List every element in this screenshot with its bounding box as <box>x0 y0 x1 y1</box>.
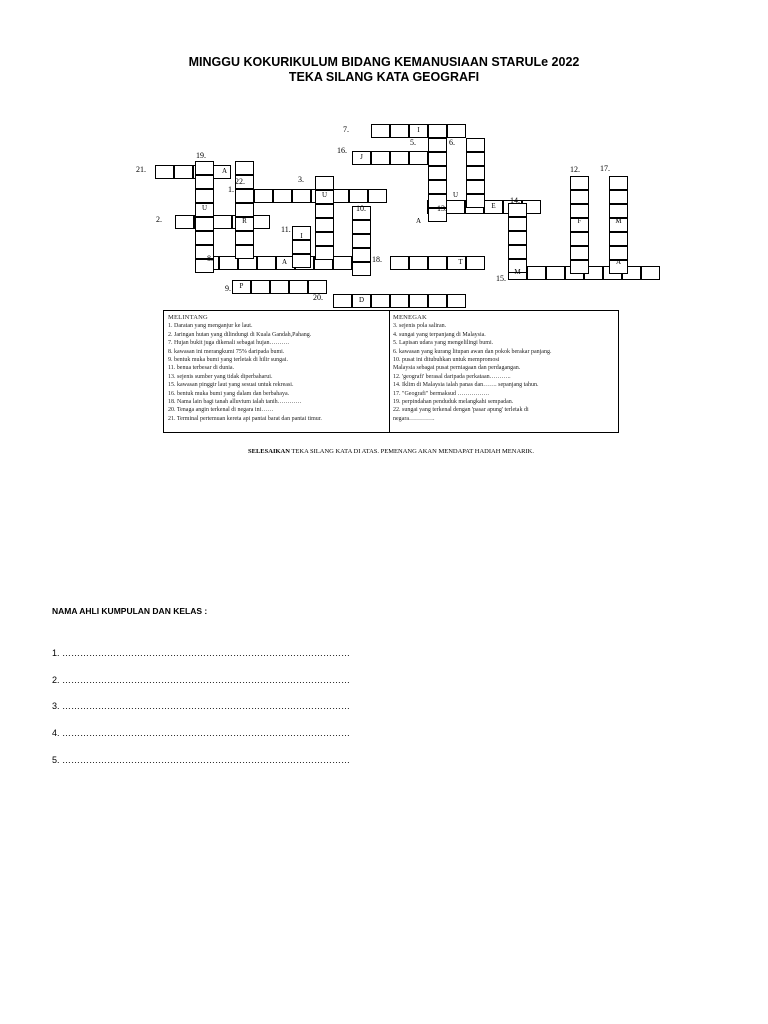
clue-number: 3. <box>298 175 304 184</box>
clue-down: 14. Iklim di Malaysia ialah panas dan……. sepanjang tahun. <box>393 382 539 389</box>
prefilled-letter: P <box>239 282 244 290</box>
crossword-cell[interactable] <box>308 280 327 294</box>
crossword-cell[interactable] <box>315 232 334 246</box>
crossword-cell[interactable] <box>315 176 334 190</box>
crossword-cell[interactable] <box>508 245 527 259</box>
crossword-cell[interactable] <box>315 246 334 260</box>
crossword-cell[interactable] <box>447 294 466 308</box>
prefilled-letter: A <box>281 258 288 266</box>
crossword-cell[interactable] <box>428 166 447 180</box>
clue-across: 8. kawasan ini merangkumi 75% daripada bumi. <box>168 348 285 355</box>
prefilled-letter: F <box>577 217 582 225</box>
prefilled-letter: I <box>417 126 420 134</box>
worksheet-title: MINGGU KOKURIKULUM BIDANG KEMANUSIAAN STARULe 2022 <box>188 55 580 69</box>
clue-across: 18. Nama lain bagi tanah alluvium ialah tanih………… <box>168 399 302 406</box>
prefilled-letter: R <box>242 217 247 225</box>
worksheet-subtitle: TEKA SILANG KATA GEOGRAFI <box>288 70 480 84</box>
prefilled-letter: T <box>458 258 463 266</box>
crossword-cell[interactable] <box>273 189 292 203</box>
member-line-4[interactable]: 4. …………………………………………………………………………………… <box>52 728 351 738</box>
crossword-cell[interactable] <box>155 165 174 179</box>
crossword-cell[interactable] <box>428 256 447 270</box>
crossword-cell[interactable] <box>352 262 371 276</box>
member-line-1[interactable]: 1. …………………………………………………………………………………… <box>52 648 351 658</box>
crossword-cell[interactable] <box>292 254 311 268</box>
clue-number: 9. <box>225 284 231 293</box>
clue-number: 2. <box>156 215 162 224</box>
crossword-cell[interactable] <box>390 124 409 138</box>
clue-number: 21. <box>136 165 146 174</box>
clue-down: 3. sejenis pola saliran. <box>393 323 447 330</box>
clues-box <box>163 310 619 433</box>
prefilled-letter: M <box>514 268 521 276</box>
instruction-note <box>163 448 619 455</box>
clue-number: 19. <box>196 151 206 160</box>
crossword-cell[interactable] <box>570 246 589 260</box>
crossword-cell[interactable] <box>235 245 254 259</box>
crossword-cell[interactable] <box>368 189 387 203</box>
crossword-cell[interactable] <box>466 152 485 166</box>
clue-across: 7. Hujan bukit juga dikenali sebagai hujan………. <box>168 340 289 347</box>
crossword-cell[interactable] <box>349 189 368 203</box>
crossword-cell[interactable] <box>527 266 546 280</box>
crossword-cell[interactable] <box>508 203 527 217</box>
crossword-cell[interactable] <box>235 161 254 175</box>
crossword-cell[interactable] <box>235 189 254 203</box>
prefilled-letter: J <box>360 153 363 161</box>
note-text: TEKA SILANG KATA DI ATAS. PEMENANG AKAN MENDAPAT HADIAH MENARIK. <box>289 448 534 455</box>
melintang-column <box>168 314 388 423</box>
clue-number: 14. <box>510 196 520 205</box>
clues-divider <box>389 311 390 432</box>
crossword-cell[interactable] <box>195 175 214 189</box>
clue-across: 21. Terminal pertemuan kereta api pantai barat dan pantai timur. <box>168 415 322 422</box>
member-line-3[interactable]: 3. …………………………………………………………………………………… <box>52 701 351 711</box>
crossword-cell[interactable] <box>195 189 214 203</box>
crossword-cell[interactable] <box>333 294 352 308</box>
clue-down: 4. sungai yang terpanjang di Malaysia. <box>393 331 486 338</box>
clue-number: 5. <box>410 138 416 147</box>
menegak-heading: MENEGAK <box>393 314 427 321</box>
crossword-cell[interactable] <box>352 234 371 248</box>
prefilled-letter: A <box>415 217 422 225</box>
crossword-cell[interactable] <box>570 176 589 190</box>
clue-number: 7. <box>343 125 349 134</box>
crossword-cell[interactable] <box>428 152 447 166</box>
crossword-cell[interactable] <box>213 215 232 229</box>
crossword-cell[interactable] <box>570 260 589 274</box>
crossword-cell[interactable] <box>352 248 371 262</box>
crossword-grid <box>0 0 768 320</box>
crossword-cell[interactable] <box>508 231 527 245</box>
crossword-cell[interactable] <box>570 190 589 204</box>
prefilled-letter: E <box>491 202 496 210</box>
crossword-cell[interactable] <box>390 294 409 308</box>
crossword-cell[interactable] <box>195 217 214 231</box>
clue-down: 19. perpindahan penduduk melangkahi sempadan. <box>393 399 514 406</box>
clue-down: 12. 'geografi' berasal daripada perkataan……….. <box>393 373 511 380</box>
clue-across: 11. benua terbesar di dunia. <box>168 365 235 372</box>
clue-number: 13. <box>437 204 447 213</box>
crossword-cell[interactable] <box>270 280 289 294</box>
crossword-cell[interactable] <box>641 266 660 280</box>
crossword-cell[interactable] <box>257 256 276 270</box>
melintang-heading: MELINTANG <box>168 314 208 321</box>
prefilled-letter: U <box>201 204 208 212</box>
crossword-cell[interactable] <box>428 294 447 308</box>
crossword-cell[interactable] <box>195 231 214 245</box>
crossword-cell[interactable] <box>251 280 270 294</box>
clue-across: 9. bentuk muka bumi yang terletak di hilir sungai. <box>168 357 288 364</box>
clue-number: 20. <box>313 293 323 302</box>
menegak-column <box>393 314 617 423</box>
prefilled-letter: M <box>615 217 622 225</box>
crossword-cell[interactable] <box>371 151 390 165</box>
crossword-cell[interactable] <box>409 151 428 165</box>
crossword-cell[interactable] <box>466 180 485 194</box>
members-heading: NAMA AHLI KUMPULAN DAN KELAS : <box>52 606 208 616</box>
clue-number: 16. <box>337 146 347 155</box>
clue-number: 22. <box>235 177 245 186</box>
prefilled-letter: I <box>300 232 303 240</box>
crossword-cell[interactable] <box>371 124 390 138</box>
clue-down: negara…………. <box>393 415 435 422</box>
clue-across: 2. Jaringan hutan yang dilindungi di Kuala Gandah,Pahang. <box>168 331 312 338</box>
clue-number: 1. <box>228 185 234 194</box>
crossword-cell[interactable] <box>609 232 628 246</box>
clue-number: 15. <box>496 274 506 283</box>
clue-number: 11. <box>281 225 291 234</box>
crossword-cell[interactable] <box>315 218 334 232</box>
crossword-cell[interactable] <box>174 165 193 179</box>
crossword-cell[interactable] <box>570 232 589 246</box>
crossword-cell[interactable] <box>195 161 214 175</box>
clue-down: 22. sungai yang terkenal dengan 'pasar apung' terletak di <box>393 407 529 414</box>
prefilled-letter: A <box>615 258 622 266</box>
crossword-cell[interactable] <box>352 220 371 234</box>
crossword-cell[interactable] <box>546 266 565 280</box>
crossword-cell[interactable] <box>254 189 273 203</box>
member-line-5[interactable]: 5. …………………………………………………………………………………… <box>52 755 351 765</box>
crossword-cell[interactable] <box>371 294 390 308</box>
crossword-cell[interactable] <box>466 138 485 152</box>
crossword-cell[interactable] <box>390 256 409 270</box>
crossword-cell[interactable] <box>289 280 308 294</box>
crossword-cell[interactable] <box>292 189 311 203</box>
clue-down: 10. pusat ini ditubuhkan untuk mempromosi <box>393 357 500 364</box>
clue-number: 17. <box>600 164 610 173</box>
clue-down: 5. Lapisan udara yang mengelilingi bumi. <box>393 340 494 347</box>
clue-number: 18. <box>372 255 382 264</box>
clue-across: 13. sejenis sumber yang tidak diperbaharui. <box>168 373 273 380</box>
clue-down: 6. kawasan yang kurang litupan awan dan pokok berakar panjang. <box>393 348 552 355</box>
crossword-cell[interactable] <box>609 190 628 204</box>
clue-down: Malaysia sebagai pusat perniagaan dan perdagangan. <box>393 365 521 372</box>
crossword-cell[interactable] <box>428 138 447 152</box>
prefilled-letter: U <box>452 191 459 199</box>
clue-across: 1. Daratan yang menganjur ke laut. <box>168 323 253 330</box>
prefilled-letter: A <box>221 167 228 175</box>
prefilled-letter: D <box>358 296 365 304</box>
crossword-cell[interactable] <box>235 231 254 245</box>
clue-across: 16. bentuk muka bumi yang dalam dan berbahaya. <box>168 390 290 397</box>
crossword-cell[interactable] <box>333 256 352 270</box>
crossword-cell[interactable] <box>508 217 527 231</box>
note-bold: SELESAIKAN <box>248 448 290 455</box>
clue-across: 15. kawasan pinggir laut yang sesuai untuk rekreasi. <box>168 382 294 389</box>
clue-number: 10. <box>356 204 366 213</box>
clue-across: 20. Tenaga angin terkenal di negara ini…… <box>168 407 274 414</box>
crossword-cell[interactable] <box>409 294 428 308</box>
crossword-cell[interactable] <box>466 194 485 208</box>
crossword-cell[interactable] <box>609 176 628 190</box>
crossword-cell[interactable] <box>390 151 409 165</box>
crossword-cell[interactable] <box>315 204 334 218</box>
crossword-cell[interactable] <box>409 256 428 270</box>
prefilled-letter: U <box>321 191 328 199</box>
crossword-cell[interactable] <box>428 180 447 194</box>
clue-number: 12. <box>570 165 580 174</box>
clue-down: 17. "Geografi" bermaksud ……………. <box>393 390 490 397</box>
member-line-2[interactable]: 2. …………………………………………………………………………………… <box>52 675 351 685</box>
crossword-cell[interactable] <box>175 215 194 229</box>
crossword-cell[interactable] <box>428 124 447 138</box>
crossword-cell[interactable] <box>466 166 485 180</box>
crossword-cell[interactable] <box>447 124 466 138</box>
clue-number: 8. <box>207 254 213 263</box>
clue-number: 6. <box>449 138 455 147</box>
